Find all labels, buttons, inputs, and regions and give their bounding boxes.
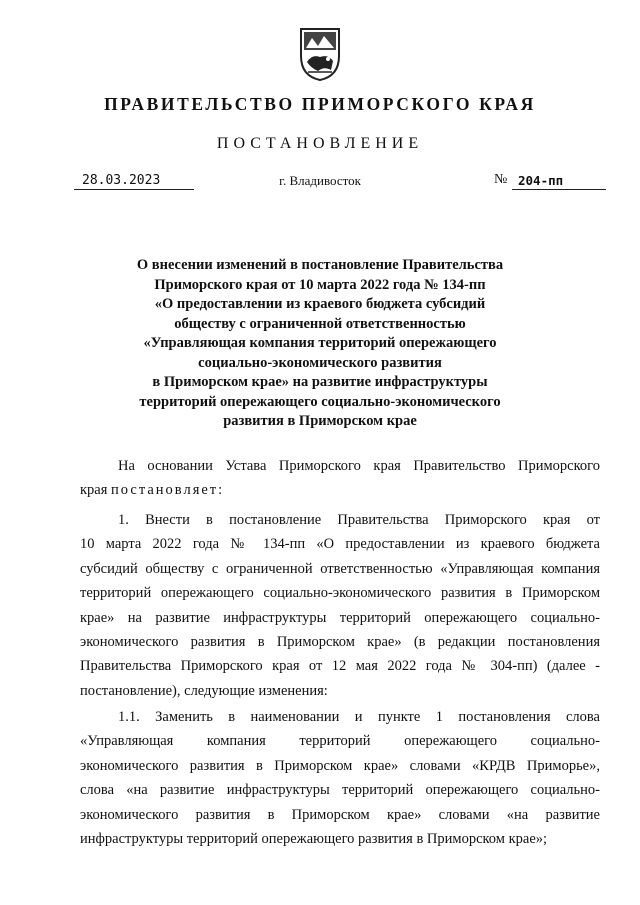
- paragraph-line: экономического развития в Приморском крае» словами «на развитие: [80, 806, 600, 823]
- paragraph-1-1: [80, 705, 600, 851]
- paragraph-line: территорий опережающего социально-экономического развития в Приморском: [80, 585, 600, 602]
- paragraph-line: Правительства Приморского края от 12 мая 2022 года № 304-пп) (далее -: [80, 658, 600, 675]
- paragraph-line: 1. Внести в постановление Правительства Приморского края от: [118, 512, 600, 528]
- title-line: О внесении изменений в постановление Правительства: [136, 257, 504, 273]
- text-span: края: [80, 482, 112, 499]
- paragraph-line: «Управляющая компания территорий опережающего социально-: [80, 733, 600, 750]
- title-line: социально-экономического развития: [198, 354, 442, 371]
- paragraph-line: экономического развития в Приморском крае» словами «КРДВ Приморье»,: [80, 757, 600, 774]
- document-type: ПОСТАНОВЛЕНИЕ: [216, 135, 424, 152]
- title-line: развития в Приморском крае: [223, 413, 417, 429]
- decree-word: постановляет:: [111, 482, 225, 499]
- paragraph-line: [80, 478, 600, 502]
- number-label: №: [494, 172, 508, 187]
- intro-paragraph: [80, 454, 600, 503]
- paragraph-line: инфраструктуры территорий опережающего развития в Приморском крае»;: [80, 831, 548, 848]
- document-date: 28.03.2023: [74, 173, 194, 190]
- title-line: «Управляющая компания территорий опережающего: [143, 335, 497, 351]
- title-line: Приморского края от 10 марта 2022 года № 134-пп: [154, 276, 486, 293]
- coat-of-arms-icon: [298, 26, 342, 82]
- title-line: «О предоставлении из краевого бюджета субсидий: [154, 296, 486, 312]
- document-title: [100, 256, 540, 432]
- title-line: территорий опережающего социально-экономического: [139, 393, 501, 410]
- paragraph-line: слова «на развитие инфраструктуры территорий опережающего социально-: [80, 782, 600, 799]
- title-line: в Приморском крае» на развитие инфраструктуры: [152, 374, 488, 390]
- paragraph-line: экономического развития в Приморском крае» (в редакции постановления: [80, 634, 600, 651]
- paragraph-line: 1.1. Заменить в наименовании и пункте 1 постановления слова: [118, 709, 600, 725]
- paragraph-line: На основании Устава Приморского края Правительство Приморского: [118, 458, 600, 474]
- paragraph-line: крае» на развитие инфраструктуры территорий опережающего социально-: [80, 609, 600, 626]
- paragraph-1: [80, 508, 600, 703]
- title-line: обществу с ограниченной ответственностью: [174, 315, 466, 332]
- document-city: г. Владивосток: [279, 173, 361, 188]
- paragraph-line: постановление), следующие изменения:: [80, 682, 328, 699]
- document-number: 204-пп: [512, 173, 606, 190]
- paragraph-line: 10 марта 2022 года № 134-пп «О предоставлении из краевого бюджета: [80, 536, 600, 553]
- paragraph-line: субсидий обществу с ограниченной ответственностью «Управляющая компания: [80, 560, 600, 577]
- organization-title: ПРАВИТЕЛЬСТВО ПРИМОРСКОГО КРАЯ: [104, 94, 536, 114]
